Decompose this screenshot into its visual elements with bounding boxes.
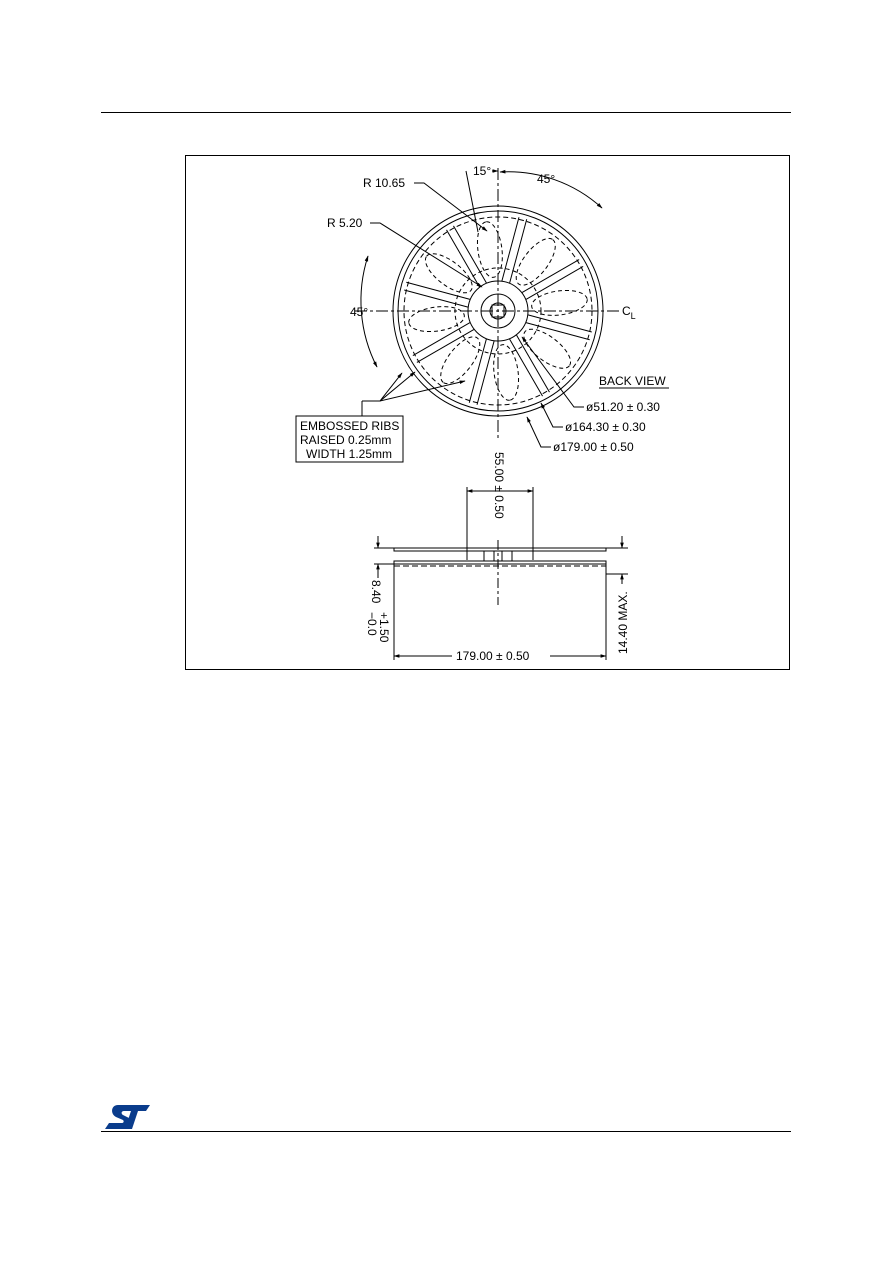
- label-tol-plus: +1.50: [377, 612, 391, 643]
- reel-window: [419, 247, 478, 300]
- spoke-line: [510, 339, 543, 396]
- label-angle-45-top: 45°: [537, 172, 556, 186]
- label-d17900: ø179.00 ± 0.50: [553, 440, 634, 454]
- leader-d16430: [541, 403, 563, 427]
- label-centerline: $C_L$: [622, 304, 636, 321]
- label-angle-45-left: 45°: [350, 305, 369, 319]
- leader-d17900: [527, 417, 551, 447]
- reel-window: [434, 331, 487, 390]
- label-r1065: R 10.65: [363, 176, 406, 190]
- footer-rule: [101, 1131, 791, 1132]
- spoke-line: [526, 266, 583, 299]
- spoke-line: [404, 290, 468, 307]
- ribs-note-line-3: WIDTH 1.25mm: [306, 447, 393, 461]
- angle-15-line: [466, 171, 478, 232]
- spoke-line: [510, 219, 527, 283]
- label-hub-width: 55.00 ± 0.50: [492, 452, 506, 519]
- spoke-line: [447, 230, 480, 287]
- spoke-line: [477, 341, 494, 405]
- spoke-line: [453, 226, 486, 283]
- spoke-line: [469, 339, 486, 403]
- ribs-leader-main: [362, 372, 415, 401]
- spoke-line: [528, 315, 592, 332]
- leader-d5120: [522, 337, 584, 407]
- label-d16430: ø164.30 ± 0.30: [565, 420, 646, 434]
- label-tol-minus: −0.0: [365, 612, 379, 636]
- ribs-note-line-2: RAISED 0.25mm: [300, 433, 392, 447]
- label-r520: R 5.20: [327, 216, 363, 230]
- spoke-line: [522, 260, 579, 293]
- label-bottom-width: 179.00 ± 0.50: [456, 649, 530, 663]
- ribs-note-line-1: EMBOSSED RIBS: [300, 419, 400, 433]
- spoke-line: [417, 329, 474, 362]
- spoke-line: [502, 217, 519, 281]
- reel-window: [509, 232, 562, 291]
- label-angle-15: 15°: [473, 164, 492, 178]
- label-back-view: BACK VIEW: [599, 374, 666, 388]
- label-d5120: ø51.20 ± 0.30: [586, 400, 660, 414]
- top-flange: [394, 548, 606, 551]
- leader-r520: [370, 223, 482, 287]
- spoke-line: [413, 323, 470, 356]
- st-logo: [102, 1103, 152, 1131]
- spoke-line: [516, 335, 549, 392]
- reel-window: [518, 322, 577, 375]
- label-max-height: 14.40 MAX.: [616, 591, 630, 654]
- label-tape-width: 8.40: [369, 580, 383, 604]
- bottom-flange: [394, 561, 606, 564]
